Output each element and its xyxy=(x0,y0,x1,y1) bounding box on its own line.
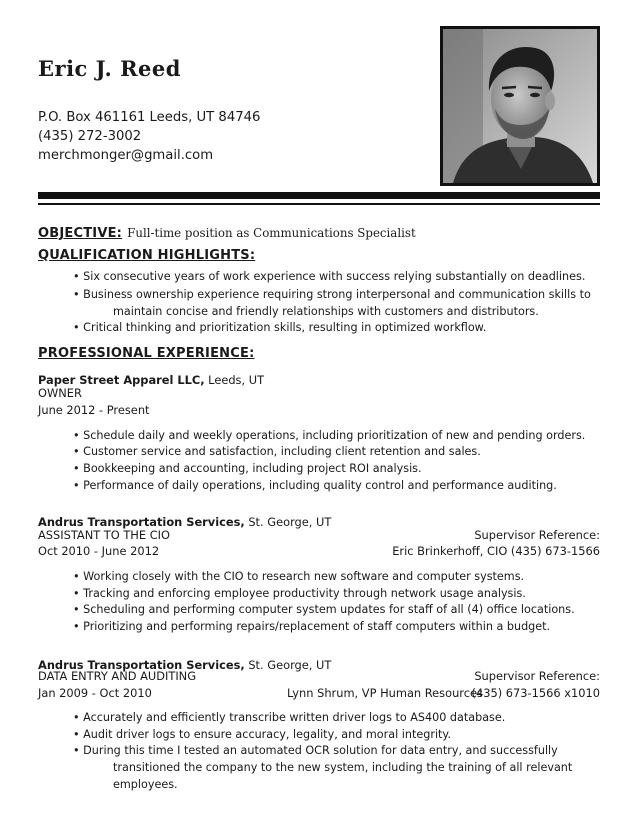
job-bullet: • During this time I tested an automated OCR solution for data entry, and successfully xyxy=(73,744,558,757)
job-bullet: • Prioritizing and performing repairs/replacement of staff computers within a budget. xyxy=(73,620,551,633)
job-bullet: • Bookkeeping and accounting, including project ROI analysis. xyxy=(73,462,422,475)
supervisor-reference-name: Lynn Shrum, VP Human Resources xyxy=(287,686,483,700)
qualifications-title: QUALIFICATION HIGHLIGHTS: xyxy=(38,248,256,263)
objective-text: Full-time position as Communications Specialist xyxy=(127,226,416,240)
company-location: St. George, UT xyxy=(244,658,332,672)
job-role: ASSISTANT TO THE CIO xyxy=(38,528,170,542)
job-bullet-continued: employees. xyxy=(113,778,178,791)
job-bullet: • Working closely with the CIO to research new software and computer systems. xyxy=(73,570,525,583)
job-bullet: • Schedule daily and weekly operations, including prioritization of new and pending orders. xyxy=(73,429,586,442)
job-dates: June 2012 - Present xyxy=(38,403,150,417)
supervisor-reference-label: Supervisor Reference: xyxy=(474,669,600,683)
company-location: Leeds, UT xyxy=(204,373,265,387)
objective-label: OBJECTIVE: xyxy=(38,226,123,241)
supervisor-reference-contact: Eric Brinkerhoff, CIO (435) 673-1566 xyxy=(392,544,600,558)
email: merchmonger@gmail.com xyxy=(38,148,214,163)
job-role: OWNER xyxy=(38,386,82,400)
header-divider-thin xyxy=(38,203,600,205)
qualification-item: • Critical thinking and prioritization skills, resulting in optimized workflow. xyxy=(73,321,487,334)
portrait-image xyxy=(443,29,597,183)
job-bullet: • Performance of daily operations, including quality control and performance auditing. xyxy=(73,479,557,492)
qualification-item: • Six consecutive years of work experience with success relying substantially on deadlines. xyxy=(73,270,586,283)
job-bullet: • Scheduling and performing computer system updates for staff of all (4) office locations. xyxy=(73,603,575,616)
qualification-item: • Business ownership experience requiring strong interpersonal and communication skills to xyxy=(73,288,591,301)
supervisor-reference-label: Supervisor Reference: xyxy=(474,528,600,542)
address: P.O. Box 461161 Leeds, UT 84746 xyxy=(38,110,261,125)
job-bullet: • Audit driver logs to ensure accuracy, legality, and moral integrity. xyxy=(73,728,452,741)
qualification-item-continued: maintain concise and friendly relationships with customers and distributors. xyxy=(113,305,539,318)
job-role: DATA ENTRY AND AUDITING xyxy=(38,669,197,683)
profile-photo xyxy=(440,26,600,186)
job-bullet: • Tracking and enforcing employee productivity through network usage analysis. xyxy=(73,587,526,600)
company-name: Andrus Transportation Services, xyxy=(38,658,245,672)
contact-block xyxy=(38,108,260,165)
candidate-name: Eric J. Reed xyxy=(38,56,181,81)
objective-line xyxy=(38,222,416,241)
company-name: Andrus Transportation Services, xyxy=(38,515,245,529)
experience-title: PROFESSIONAL EXPERIENCE: xyxy=(38,346,255,361)
supervisor-reference-phone: (435) 673-1566 x1010 xyxy=(471,686,600,700)
job-dates: Oct 2010 - June 2012 xyxy=(38,544,160,558)
company-location: St. George, UT xyxy=(244,515,332,529)
job-bullet-continued: transitioned the company to the new system, including the training of all relevant xyxy=(113,761,573,774)
header-divider-thick xyxy=(38,192,600,199)
company-name: Paper Street Apparel LLC, xyxy=(38,373,205,387)
job-dates: Jan 2009 - Oct 2010 xyxy=(38,686,152,700)
job-bullet: • Customer service and satisfaction, including client retention and sales. xyxy=(73,445,481,458)
job-bullet: • Accurately and efficiently transcribe written driver logs to AS400 database. xyxy=(73,711,506,724)
phone: (435) 272-3002 xyxy=(38,129,142,144)
